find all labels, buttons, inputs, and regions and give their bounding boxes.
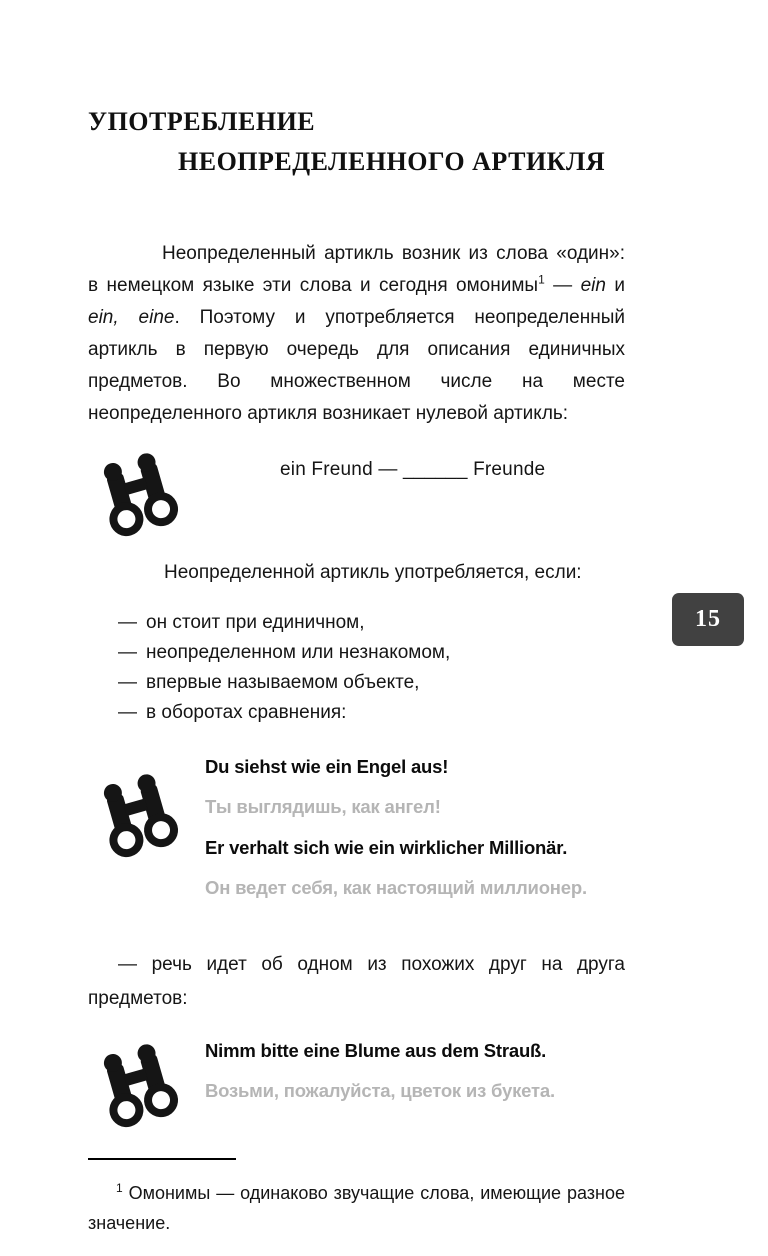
example-blank-row: [88, 449, 625, 541]
list-item: [88, 668, 625, 698]
list-item-text: неопределенном или незнакомом,: [146, 642, 451, 663]
list-item: [88, 698, 625, 728]
intro-seg2: —: [544, 275, 581, 296]
page-number-badge: [672, 593, 744, 646]
footnote-marker: 1: [538, 272, 545, 287]
list-item-text: впервые называемом объекте,: [146, 672, 420, 693]
binoculars-icon: [90, 1040, 190, 1132]
example-german: Er verhalt sich wie ein wirklicher Millionär.: [205, 837, 568, 858]
comparison-example-texts: [205, 754, 587, 918]
page-number: 15: [695, 606, 721, 632]
list-item-text: он стоит при единичном,: [146, 612, 365, 633]
example-russian: Ты выглядишь, как ангел!: [205, 796, 441, 817]
intro-seg1: Неопределенный артикль возник из слова «один»: в немецком языке эти слова и сегодня омонимы: [88, 243, 625, 296]
page-title-line1: УПОТРЕБЛЕНИЕ: [88, 107, 316, 136]
binoculars-icon: [90, 449, 190, 541]
comparison-examples-row: [88, 754, 625, 918]
flower-example-row: [88, 1038, 625, 1132]
example-german: Du siehst wie ein Engel aus!: [205, 756, 449, 777]
usage-intro: Неопределенной артикль употребляется, если:: [164, 562, 582, 583]
list-item-dash: —: [118, 612, 137, 633]
list-item: [88, 608, 625, 638]
page-title: [88, 102, 625, 182]
page-title-line2: НЕОПРЕДЕЛЕННОГО АРТИКЛЯ: [178, 147, 606, 176]
footnote: [88, 1158, 625, 1238]
list-item-dash: —: [118, 702, 137, 723]
example-german: Nimm bitte eine Blume aus dem Strauß.: [205, 1040, 547, 1061]
list-item-dash: —: [118, 642, 137, 663]
intro-seg4: . Поэтому и употребляется неопределенный артикль в первую очередь для описания единичных предметов. Во множественном числе на месте неопределенного артикля возникает нулевой артикль:: [88, 307, 625, 424]
intro-seg3: и: [605, 275, 625, 296]
example-blank-text: ein Freund — ______ Freunde: [280, 459, 546, 480]
footnote-number: 1: [116, 1181, 123, 1195]
example-russian: Он ведет себя, как настоящий миллионер.: [205, 877, 587, 898]
page-content: [88, 0, 625, 1256]
footnote-divider: [88, 1158, 236, 1160]
binoculars-icon: [90, 770, 190, 862]
list-item-dash: —: [118, 672, 137, 693]
flower-example-texts: [205, 1038, 555, 1121]
intro-italic2: ein, eine: [88, 307, 175, 328]
similar-objects-paragraph: — речь идет об одном из похожих друг на друга предметов:: [88, 954, 625, 1009]
list-item: [88, 638, 625, 668]
list-item-text: в оборотах сравнения:: [146, 702, 347, 723]
footnote-text: [88, 1178, 625, 1238]
example-russian: Возьми, пожалуйста, цветок из букета.: [205, 1080, 555, 1101]
intro-paragraph: [88, 238, 625, 430]
footnote-body: Омонимы — одинаково звучащие слова, имеющие разное значение.: [88, 1183, 625, 1233]
usage-list: [88, 608, 625, 728]
intro-italic1: ein: [580, 275, 606, 296]
